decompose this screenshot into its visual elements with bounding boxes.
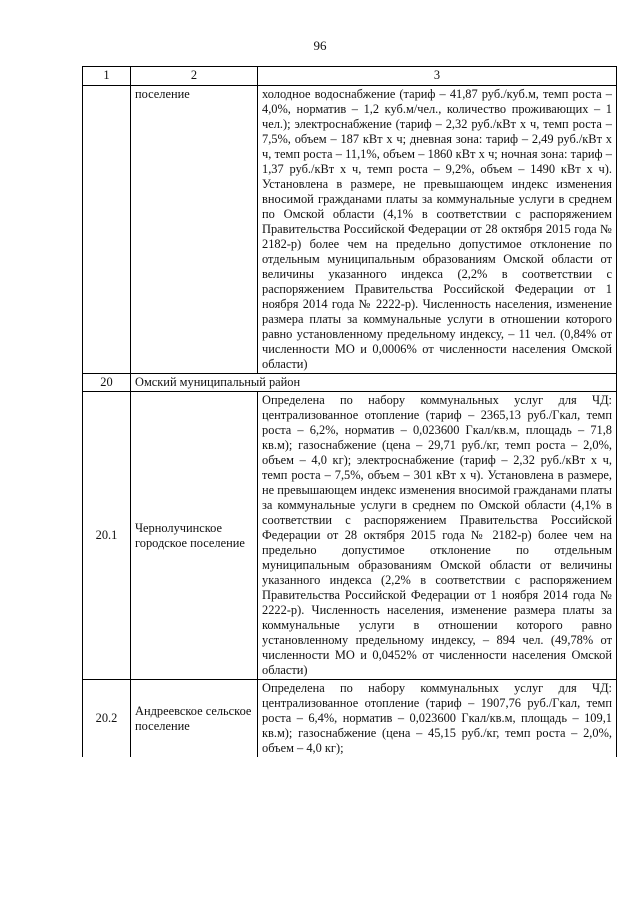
table-row	[83, 392, 617, 680]
description-text: Определена по набору коммунальных услуг для ЧД: централизованное отопление (тариф – 1907,76 руб./Гкал, темп роста – 6,4%, норматив – 0,023600 Гкал/кв.м, площадь – 109,1 кв.м); газоснабжение (цена – 45,15 руб./кг, темп роста – 2,0%, объем – 4,0 кг);	[258, 680, 617, 758]
municipality-name: поселение	[131, 86, 258, 374]
header-col-2: 2	[131, 67, 258, 86]
page-number: 96	[313, 38, 327, 53]
section-title: Омский муниципальный район	[131, 374, 617, 392]
row-number	[83, 86, 131, 374]
utility-payment-table	[82, 66, 617, 757]
section-row	[83, 374, 617, 392]
row-number: 20.2	[83, 680, 131, 758]
table-header-row	[83, 67, 617, 86]
table-row	[83, 86, 617, 374]
table-row	[83, 680, 617, 758]
municipality-name: Чернолучинское городское поселение	[131, 392, 258, 680]
description-text: Определена по набору коммунальных услуг для ЧД: централизованное отопление (тариф – 2365,13 руб./Гкал, темп роста – 6,2%, норматив – 0,023600 Гкал/кв.м, площадь – 71,8 кв.м); газоснабжение (цена – 29,71 руб./кг, темп роста – 2,0%, объем – 4,0 кг); электроснабжение (тариф – 2,32 руб./кВт х ч, темп роста – 7,5%, объем – 301 кВт х ч). Установлена в размере, не превышающем индекс изменения вносимой гражданами платы за коммунальные услуги в среднем по Омской области (4,1% в соответствии с распоряжением Правительства Российской Федерации от 28 октября 2015 года № 2182-р) более чем на предельно допустимое отклонение по отдельным муниципальным образованиям Омской области от величины указанного индекса (2,2% в соответствии с распоряжением Правительства Российской Федерации от 1 ноября 2014 года № 2222-р). Численность населения, изменение размера платы за коммунальные услуги в отношении которого равно установленному предельному индексу, – 894 чел. (49,78% от численности МО и 0,0452% от численности населения Омской области)	[258, 392, 617, 680]
section-number: 20	[83, 374, 131, 392]
header-col-3: 3	[258, 67, 617, 86]
description-text: холодное водоснабжение (тариф – 41,87 руб./куб.м, темп роста – 4,0%, норматив – 1,2 куб.м/чел., количество проживающих – 1 чел.); электроснабжение (тариф – 2,32 руб./кВт х ч, темп роста – 7,5%, объем – 187 кВт х ч; дневная зона: тариф – 2,49 руб./кВт х ч, темп роста – 11,1%, объем – 1860 кВт х ч; ночная зона: тариф – 1,37 руб./кВт х ч, темп роста – 9,2%, объем – 1490 кВт х ч). Установлена в размере, не превышающем индекс изменения вносимой гражданами платы за коммунальные услуги в среднем по Омской области (4,1% в соответствии с распоряжением Правительства Российской Федерации от 28 октября 2015 года № 2182-р) более чем на предельно допустимое отклонение по отдельным муниципальным образованиям Омской области от величины указанного индекса (2,2% в соответствии с распоряжением Правительства Российской Федерации от 1 ноября 2014 года № 2222-р). Численность населения, изменение размера платы за коммунальные услуги в отношении которого равно установленному предельному индексу, – 11 чел. (0,84% от численности МО и 0,0006% от численности населения Омской области)	[258, 86, 617, 374]
header-col-1: 1	[83, 67, 131, 86]
row-number: 20.1	[83, 392, 131, 680]
municipality-name: Андреевское сельское поселение	[131, 680, 258, 758]
